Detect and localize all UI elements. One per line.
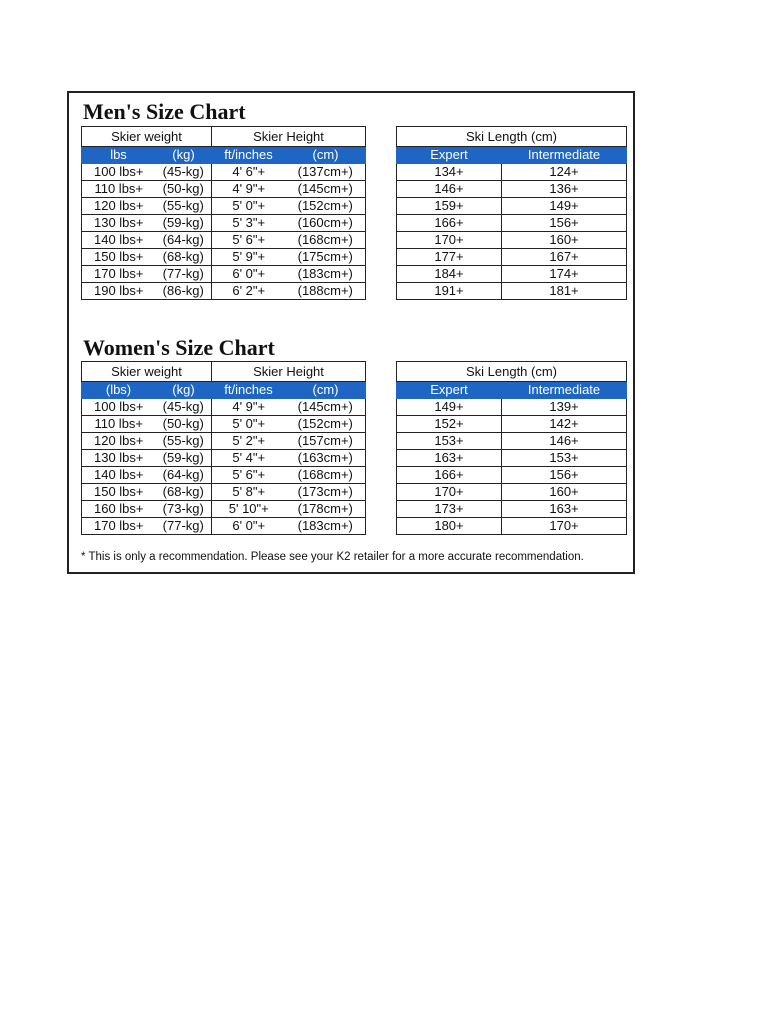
intermediate-length-cell: 167+ <box>502 249 627 266</box>
height-cm-cell: (163cm+) <box>286 450 366 467</box>
skier-weight-header: Skier weight <box>82 127 212 147</box>
intermediate-length-cell: 181+ <box>502 283 627 300</box>
table-row <box>397 467 627 484</box>
height-ft-cell: 6' 0"+ <box>212 266 286 283</box>
expert-length-cell: 149+ <box>397 399 502 416</box>
table-row <box>397 450 627 467</box>
weight-lbs-cell: 110 lbs+ <box>82 416 156 433</box>
weight-kg-cell: (73-kg) <box>156 501 212 518</box>
weight-kg-cell: (50-kg) <box>156 416 212 433</box>
height-ft-cell: 5' 6"+ <box>212 467 286 484</box>
height-ft-cell: 4' 9"+ <box>212 399 286 416</box>
weight-lbs-cell: 110 lbs+ <box>82 181 156 198</box>
weight-kg-cell: (77-kg) <box>156 518 212 535</box>
table-row <box>82 484 366 501</box>
table-row <box>397 283 627 300</box>
height-ft-cell: 4' 6"+ <box>212 164 286 181</box>
intermediate-length-cell: 163+ <box>502 501 627 518</box>
intermediate-length-cell: 142+ <box>502 416 627 433</box>
intermediate-length-cell: 156+ <box>502 467 627 484</box>
expert-subheader: Expert <box>397 147 502 164</box>
weight-lbs-cell: 150 lbs+ <box>82 249 156 266</box>
height-cm-cell: (137cm+) <box>286 164 366 181</box>
intermediate-length-cell: 149+ <box>502 198 627 215</box>
table-row <box>397 518 627 535</box>
weight-kg-cell: (50-kg) <box>156 181 212 198</box>
kg-subheader: (kg) <box>156 147 212 164</box>
expert-length-cell: 163+ <box>397 450 502 467</box>
table-row <box>82 518 366 535</box>
expert-length-cell: 177+ <box>397 249 502 266</box>
weight-lbs-cell: 100 lbs+ <box>82 164 156 181</box>
expert-subheader: Expert <box>397 382 502 399</box>
weight-kg-cell: (59-kg) <box>156 450 212 467</box>
expert-length-cell: 173+ <box>397 501 502 518</box>
weight-kg-cell: (59-kg) <box>156 215 212 232</box>
height-ft-cell: 5' 2"+ <box>212 433 286 450</box>
womens-right-rows <box>397 399 627 535</box>
table-row <box>82 249 366 266</box>
intermediate-length-cell: 174+ <box>502 266 627 283</box>
womens-chart-title: Women's Size Chart <box>83 335 275 360</box>
height-ft-cell: 5' 10"+ <box>212 501 286 518</box>
mens-left-rows <box>82 164 366 300</box>
height-cm-cell: (145cm+) <box>286 181 366 198</box>
table-row <box>82 433 366 450</box>
weight-lbs-cell: 130 lbs+ <box>82 450 156 467</box>
weight-lbs-cell: 100 lbs+ <box>82 399 156 416</box>
table-row <box>397 249 627 266</box>
ski-length-header: Ski Length (cm) <box>397 127 627 147</box>
ft-inches-subheader: ft/inches <box>212 147 286 164</box>
weight-kg-cell: (55-kg) <box>156 433 212 450</box>
height-ft-cell: 6' 2"+ <box>212 283 286 300</box>
weight-lbs-cell: 120 lbs+ <box>82 433 156 450</box>
expert-length-cell: 191+ <box>397 283 502 300</box>
ft-inches-subheader: ft/inches <box>212 382 286 399</box>
table-row <box>397 484 627 501</box>
skier-weight-header: Skier weight <box>82 362 212 382</box>
table-row <box>397 266 627 283</box>
height-ft-cell: 4' 9"+ <box>212 181 286 198</box>
height-ft-cell: 5' 6"+ <box>212 232 286 249</box>
womens-left-rows <box>82 399 366 535</box>
height-cm-cell: (145cm+) <box>286 399 366 416</box>
lbs-subheader: lbs <box>82 147 156 164</box>
height-ft-cell: 6' 0"+ <box>212 518 286 535</box>
intermediate-length-cell: 160+ <box>502 484 627 501</box>
height-cm-cell: (160cm+) <box>286 215 366 232</box>
table-row <box>82 266 366 283</box>
table-row <box>82 198 366 215</box>
weight-lbs-cell: 190 lbs+ <box>82 283 156 300</box>
table-row <box>82 416 366 433</box>
size-chart-panel <box>67 91 635 574</box>
intermediate-length-cell: 156+ <box>502 215 627 232</box>
expert-length-cell: 184+ <box>397 266 502 283</box>
height-cm-cell: (175cm+) <box>286 249 366 266</box>
table-row <box>82 215 366 232</box>
expert-length-cell: 153+ <box>397 433 502 450</box>
weight-lbs-cell: 120 lbs+ <box>82 198 156 215</box>
table-row <box>397 198 627 215</box>
height-cm-cell: (183cm+) <box>286 266 366 283</box>
intermediate-length-cell: 170+ <box>502 518 627 535</box>
weight-lbs-cell: 160 lbs+ <box>82 501 156 518</box>
table-row <box>397 433 627 450</box>
height-cm-cell: (183cm+) <box>286 518 366 535</box>
height-cm-cell: (152cm+) <box>286 416 366 433</box>
height-cm-cell: (173cm+) <box>286 484 366 501</box>
womens-ski-length-table <box>396 361 627 535</box>
weight-kg-cell: (68-kg) <box>156 484 212 501</box>
weight-lbs-cell: 150 lbs+ <box>82 484 156 501</box>
expert-length-cell: 152+ <box>397 416 502 433</box>
height-ft-cell: 5' 3"+ <box>212 215 286 232</box>
expert-length-cell: 170+ <box>397 232 502 249</box>
weight-kg-cell: (77-kg) <box>156 266 212 283</box>
table-row <box>82 164 366 181</box>
skier-height-header: Skier Height <box>212 127 366 147</box>
table-row <box>82 450 366 467</box>
weight-kg-cell: (68-kg) <box>156 249 212 266</box>
weight-lbs-cell: 140 lbs+ <box>82 232 156 249</box>
weight-kg-cell: (86-kg) <box>156 283 212 300</box>
table-row <box>82 501 366 518</box>
ski-length-header: Ski Length (cm) <box>397 362 627 382</box>
table-row <box>82 181 366 198</box>
height-ft-cell: 5' 8"+ <box>212 484 286 501</box>
mens-right-rows <box>397 164 627 300</box>
expert-length-cell: 180+ <box>397 518 502 535</box>
table-row <box>82 467 366 484</box>
weight-lbs-cell: 130 lbs+ <box>82 215 156 232</box>
weight-lbs-cell: 170 lbs+ <box>82 518 156 535</box>
height-ft-cell: 5' 4"+ <box>212 450 286 467</box>
intermediate-length-cell: 160+ <box>502 232 627 249</box>
intermediate-length-cell: 124+ <box>502 164 627 181</box>
table-row <box>397 399 627 416</box>
lbs-subheader: (lbs) <box>82 382 156 399</box>
weight-lbs-cell: 170 lbs+ <box>82 266 156 283</box>
expert-length-cell: 159+ <box>397 198 502 215</box>
intermediate-length-cell: 153+ <box>502 450 627 467</box>
weight-kg-cell: (55-kg) <box>156 198 212 215</box>
height-ft-cell: 5' 0"+ <box>212 416 286 433</box>
mens-ski-length-table <box>396 126 627 300</box>
expert-length-cell: 134+ <box>397 164 502 181</box>
expert-length-cell: 146+ <box>397 181 502 198</box>
table-row <box>82 283 366 300</box>
table-row <box>397 164 627 181</box>
expert-length-cell: 166+ <box>397 467 502 484</box>
skier-height-header: Skier Height <box>212 362 366 382</box>
height-cm-cell: (168cm+) <box>286 467 366 484</box>
weight-kg-cell: (45-kg) <box>156 164 212 181</box>
table-row <box>397 181 627 198</box>
womens-weight-height-table <box>81 361 366 535</box>
kg-subheader: (kg) <box>156 382 212 399</box>
height-cm-cell: (152cm+) <box>286 198 366 215</box>
height-ft-cell: 5' 0"+ <box>212 198 286 215</box>
expert-length-cell: 166+ <box>397 215 502 232</box>
intermediate-length-cell: 139+ <box>502 399 627 416</box>
intermediate-length-cell: 136+ <box>502 181 627 198</box>
table-row <box>397 501 627 518</box>
height-cm-cell: (178cm+) <box>286 501 366 518</box>
weight-kg-cell: (64-kg) <box>156 232 212 249</box>
height-ft-cell: 5' 9"+ <box>212 249 286 266</box>
intermediate-subheader: Intermediate <box>502 147 627 164</box>
intermediate-length-cell: 146+ <box>502 433 627 450</box>
height-cm-cell: (168cm+) <box>286 232 366 249</box>
mens-weight-height-table <box>81 126 366 300</box>
table-row <box>397 416 627 433</box>
table-row <box>397 232 627 249</box>
cm-subheader: (cm) <box>286 382 366 399</box>
mens-chart-title: Men's Size Chart <box>83 99 246 124</box>
table-row <box>397 215 627 232</box>
height-cm-cell: (157cm+) <box>286 433 366 450</box>
recommendation-footnote: * This is only a recommendation. Please see your K2 retailer for a more accurate recommendation. <box>81 551 584 563</box>
weight-lbs-cell: 140 lbs+ <box>82 467 156 484</box>
intermediate-subheader: Intermediate <box>502 382 627 399</box>
table-row <box>82 232 366 249</box>
cm-subheader: (cm) <box>286 147 366 164</box>
weight-kg-cell: (45-kg) <box>156 399 212 416</box>
weight-kg-cell: (64-kg) <box>156 467 212 484</box>
height-cm-cell: (188cm+) <box>286 283 366 300</box>
table-row <box>82 399 366 416</box>
expert-length-cell: 170+ <box>397 484 502 501</box>
